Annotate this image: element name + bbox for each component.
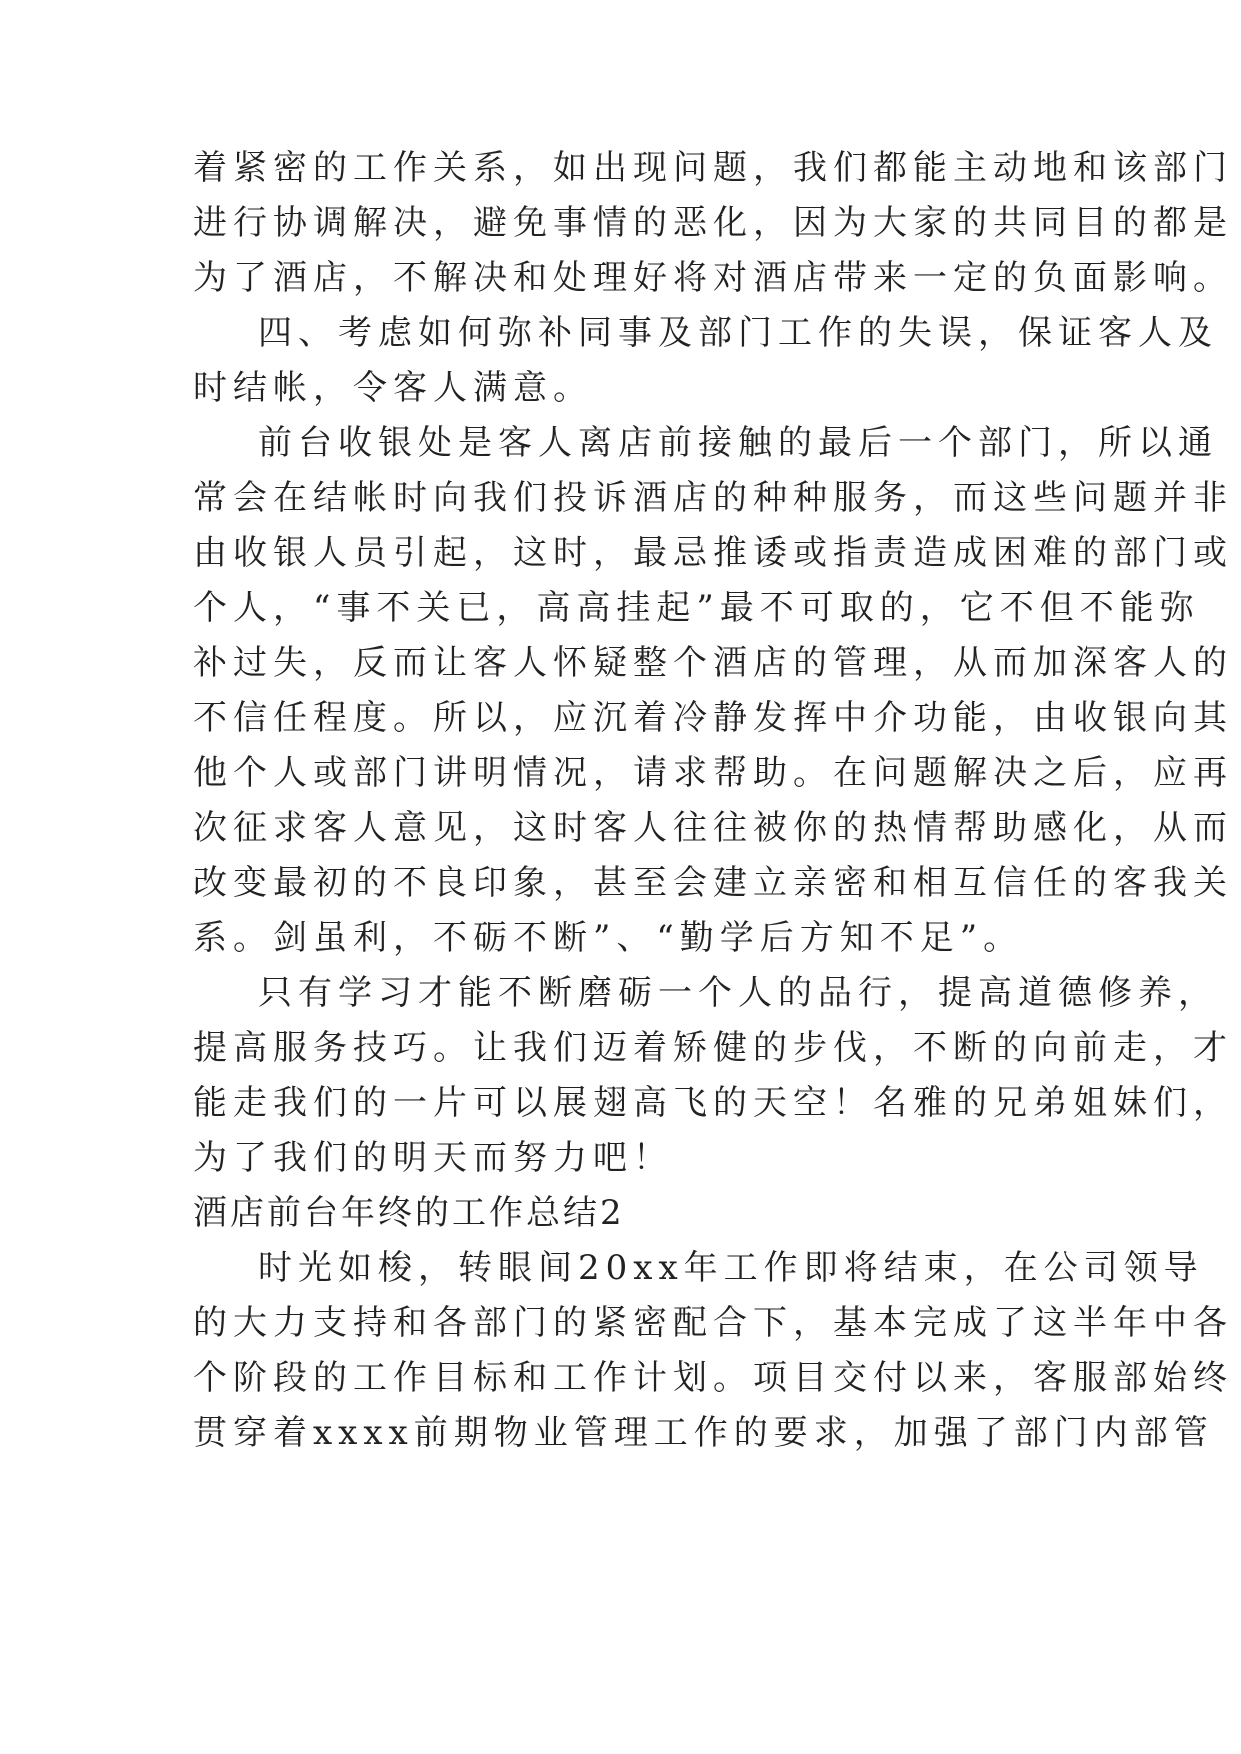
text-line: 时光如梭，转眼间20xx年工作即将结束，在公司领导 (258, 1248, 1204, 1288)
text-line: 由收银人员引起，这时，最忌推诿或指责造成困难的部门或 (193, 533, 1233, 573)
text-line: 个人，“事不关已，高高挂起”最不可取的，它不但不能弥 (193, 588, 1200, 628)
text-line: 个阶段的工作目标和工作计划。项目交付以来，客服部始终 (193, 1358, 1233, 1398)
text-line: 能走我们的一片可以展翅高飞的天空！名雅的兄弟姐妹们， (193, 1083, 1233, 1123)
text-line: 系。剑虽利，不砺不断”、“勤学后方知不足”。 (193, 918, 1024, 958)
text-line: 前台收银处是客人离店前接触的最后一个部门，所以通 (258, 423, 1218, 463)
text-line: 进行协调解决，避免事情的恶化，因为大家的共同目的都是 (193, 203, 1233, 243)
text-line: 贯穿着xxxx前期物业管理工作的要求，加强了部门内部管 (193, 1413, 1214, 1453)
text-line: 的大力支持和各部门的紧密配合下，基本完成了这半年中各 (193, 1303, 1233, 1343)
text-line: 次征求客人意见，这时客人往往被你的热情帮助感化，从而 (193, 808, 1233, 848)
text-line: 他个人或部门讲明情况，请求帮助。在问题解决之后，应再 (193, 753, 1233, 793)
text-line: 常会在结帐时向我们投诉酒店的种种服务，而这些问题并非 (193, 478, 1233, 518)
text-line: 为了酒店，不解决和处理好将对酒店带来一定的负面影响。 (193, 258, 1233, 298)
text-line: 不信任程度。所以，应沉着冷静发挥中介功能，由收银向其 (193, 698, 1233, 738)
text-line: 时结帐，令客人满意。 (193, 368, 593, 408)
text-line: 只有学习才能不断磨砺一个人的品行，提高道德修养， (258, 973, 1218, 1013)
text-line: 着紧密的工作关系，如出现问题，我们都能主动地和该部门 (193, 148, 1233, 188)
text-line: 补过失，反而让客人怀疑整个酒店的管理，从而加深客人的 (193, 643, 1233, 683)
text-line: 四、考虑如何弥补同事及部门工作的失误，保证客人及 (258, 313, 1218, 353)
section-heading: 酒店前台年终的工作总结2 (193, 1193, 625, 1233)
text-line: 为了我们的明天而努力吧！ (193, 1138, 673, 1178)
text-line: 改变最初的不良印象，甚至会建立亲密和相互信任的客我关 (193, 863, 1233, 903)
text-line: 提高服务技巧。让我们迈着矫健的步伐，不断的向前走，才 (193, 1028, 1233, 1068)
